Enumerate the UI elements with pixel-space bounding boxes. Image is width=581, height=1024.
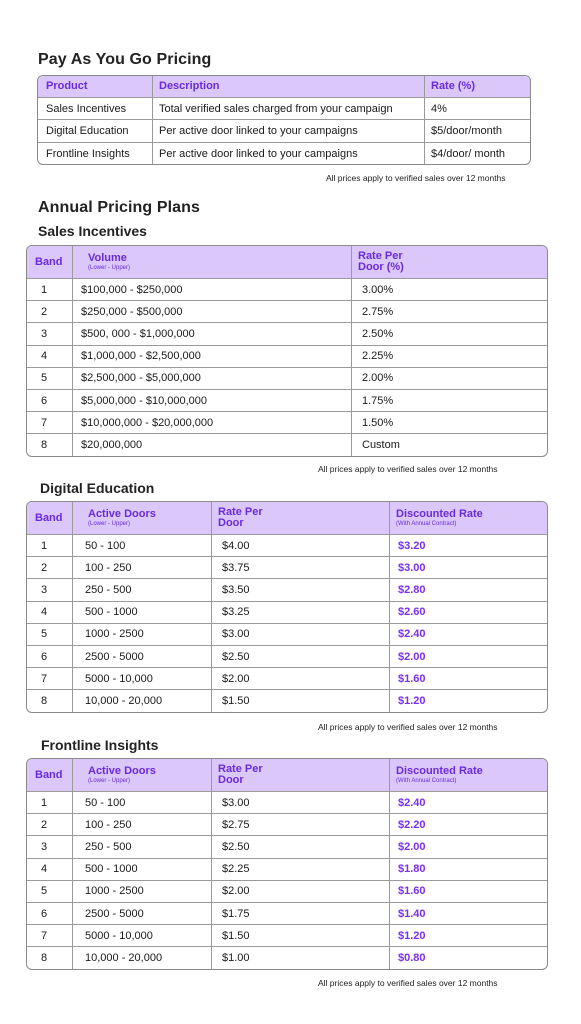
frontline-cell-col0: 8 (27, 946, 72, 968)
frontline-cell-col1: 5000 - 10,000 (72, 924, 211, 946)
sales-title: Sales Incentives (38, 223, 147, 239)
sales-cell-col0: 2 (27, 300, 72, 322)
payg-header-rate: Rate (%) (424, 76, 530, 97)
frontline-cell-col0: 3 (27, 835, 72, 857)
table-row (27, 902, 547, 924)
frontline-header-rate: Rate Per Door (211, 759, 389, 791)
sales-header-band: Band (27, 246, 72, 278)
digital-header-disc-label: Discounted Rate (396, 508, 483, 520)
sales-cell-col0: 7 (27, 411, 72, 433)
sales-cell-col0: 5 (27, 367, 72, 389)
frontline-cell-col3: $1.20 (389, 924, 547, 946)
sales-cell-col2: 2.75% (351, 300, 547, 322)
frontline-cell-col2: $1.50 (211, 924, 389, 946)
digital-cell-col1: 2500 - 5000 (72, 645, 211, 667)
frontline-cell-col2: $2.50 (211, 835, 389, 857)
sales-cell-col0: 6 (27, 389, 72, 411)
digital-cell-col2: $3.75 (211, 556, 389, 578)
table-row (27, 433, 547, 455)
sales-header-rate: Rate Per Door (%) (351, 246, 547, 278)
frontline-cell-col3: $2.20 (389, 813, 547, 835)
frontline-cell-col2: $1.00 (211, 946, 389, 968)
payg-description: Per active door linked to your campaigns (152, 119, 424, 142)
table-row (38, 142, 530, 164)
digital-cell-col1: 500 - 1000 (72, 601, 211, 623)
sales-table (26, 245, 548, 457)
table-row (27, 880, 547, 902)
table-row (27, 556, 547, 578)
sales-header-volume-sub: (Lower - Upper) (88, 265, 131, 271)
frontline-cell-col2: $2.75 (211, 813, 389, 835)
frontline-cell-col1: 500 - 1000 (72, 858, 211, 880)
table-row (27, 322, 547, 344)
digital-cell-col1: 1000 - 2500 (72, 623, 211, 645)
sales-header-volume-label: Volume (88, 252, 127, 264)
digital-cell-col1: 50 - 100 (72, 534, 211, 556)
frontline-header-band: Band (27, 759, 72, 791)
table-row (27, 601, 547, 623)
frontline-note: All prices apply to verified sales over 12 months (318, 978, 498, 988)
payg-description: Total verified sales charged from your campaign (152, 97, 424, 119)
frontline-cell-col2: $3.00 (211, 791, 389, 813)
payg-header-description: Description (152, 76, 424, 97)
digital-cell-col0: 1 (27, 534, 72, 556)
table-row (27, 667, 547, 689)
sales-cell-col1: $1,000,000 - $2,500,000 (72, 345, 351, 367)
table-row (27, 278, 547, 300)
frontline-cell-col1: 100 - 250 (72, 813, 211, 835)
digital-cell-col0: 5 (27, 623, 72, 645)
frontline-cell-col3: $1.60 (389, 880, 547, 902)
table-row (27, 858, 547, 880)
frontline-cell-col3: $1.80 (389, 858, 547, 880)
sales-cell-col1: $5,000,000 - $10,000,000 (72, 389, 351, 411)
frontline-cell-col0: 4 (27, 858, 72, 880)
digital-cell-col2: $1.50 (211, 689, 389, 711)
sales-cell-col0: 4 (27, 345, 72, 367)
frontline-cell-col2: $2.00 (211, 880, 389, 902)
table-row (27, 813, 547, 835)
frontline-cell-col3: $2.00 (389, 835, 547, 857)
sales-cell-col1: $20,000,000 (72, 433, 351, 455)
digital-cell-col1: 10,000 - 20,000 (72, 689, 211, 711)
digital-cell-col0: 7 (27, 667, 72, 689)
table-row (38, 97, 530, 119)
digital-cell-col0: 2 (27, 556, 72, 578)
digital-cell-col3: $2.80 (389, 578, 547, 600)
sales-cell-col2: Custom (351, 433, 547, 455)
frontline-header-doors (72, 759, 211, 791)
digital-title: Digital Education (40, 480, 155, 496)
sales-cell-col1: $100,000 - $250,000 (72, 278, 351, 300)
frontline-cell-col1: 250 - 500 (72, 835, 211, 857)
digital-cell-col3: $3.00 (389, 556, 547, 578)
table-row (38, 119, 530, 142)
frontline-header-disc (389, 759, 547, 791)
digital-cell-col0: 4 (27, 601, 72, 623)
digital-cell-col3: $2.00 (389, 645, 547, 667)
sales-cell-col2: 2.00% (351, 367, 547, 389)
sales-cell-col1: $2,500,000 - $5,000,000 (72, 367, 351, 389)
frontline-cell-col1: 2500 - 5000 (72, 902, 211, 924)
sales-cell-col1: $500, 000 - $1,000,000 (72, 322, 351, 344)
digital-cell-col2: $3.00 (211, 623, 389, 645)
payg-description: Per active door linked to your campaigns (152, 142, 424, 164)
frontline-cell-col0: 2 (27, 813, 72, 835)
digital-cell-col2: $3.25 (211, 601, 389, 623)
payg-product: Frontline Insights (38, 142, 152, 164)
table-row (27, 924, 547, 946)
digital-cell-col1: 250 - 500 (72, 578, 211, 600)
sales-cell-col0: 8 (27, 433, 72, 455)
payg-table (37, 75, 531, 165)
digital-cell-col3: $2.40 (389, 623, 547, 645)
digital-header-rate: Rate Per Door (211, 502, 389, 534)
sales-cell-col2: 3.00% (351, 278, 547, 300)
payg-rate: $5/door/month (424, 119, 530, 142)
digital-table (26, 501, 548, 713)
frontline-header-doors-label: Active Doors (88, 765, 156, 777)
sales-cell-col2: 1.75% (351, 389, 547, 411)
digital-header-doors-sub: (Lower - Upper) (88, 521, 131, 527)
digital-cell-col3: $1.20 (389, 689, 547, 711)
table-row (27, 578, 547, 600)
payg-product: Sales Incentives (38, 97, 152, 119)
payg-title: Pay As You Go Pricing (38, 51, 212, 68)
table-row (27, 534, 547, 556)
payg-product: Digital Education (38, 119, 152, 142)
sales-cell-col0: 3 (27, 322, 72, 344)
frontline-cell-col3: $1.40 (389, 902, 547, 924)
digital-note: All prices apply to verified sales over 12 months (318, 722, 498, 732)
digital-cell-col0: 8 (27, 689, 72, 711)
frontline-cell-col3: $0.80 (389, 946, 547, 968)
digital-cell-col3: $2.60 (389, 601, 547, 623)
frontline-cell-col0: 1 (27, 791, 72, 813)
sales-note: All prices apply to verified sales over 12 months (318, 464, 498, 474)
sales-cell-col1: $250,000 - $500,000 (72, 300, 351, 322)
digital-header-band: Band (27, 502, 72, 534)
digital-cell-col2: $3.50 (211, 578, 389, 600)
table-row (27, 345, 547, 367)
frontline-cell-col3: $2.40 (389, 791, 547, 813)
table-row (27, 389, 547, 411)
frontline-cell-col0: 6 (27, 902, 72, 924)
frontline-header-doors-sub: (Lower - Upper) (88, 778, 131, 784)
digital-cell-col1: 5000 - 10,000 (72, 667, 211, 689)
frontline-cell-col1: 10,000 - 20,000 (72, 946, 211, 968)
frontline-cell-col0: 7 (27, 924, 72, 946)
sales-cell-col1: $10,000,000 - $20,000,000 (72, 411, 351, 433)
payg-rate: $4/door/ month (424, 142, 530, 164)
table-row (27, 645, 547, 667)
table-row (27, 791, 547, 813)
frontline-header-disc-label: Discounted Rate (396, 765, 483, 777)
frontline-title: Frontline Insights (41, 737, 159, 753)
digital-cell-col0: 6 (27, 645, 72, 667)
digital-cell-col3: $1.60 (389, 667, 547, 689)
digital-header-disc (389, 502, 547, 534)
sales-cell-col2: 1.50% (351, 411, 547, 433)
table-row (27, 411, 547, 433)
table-row (27, 689, 547, 711)
digital-cell-col2: $2.00 (211, 667, 389, 689)
digital-header-disc-sub: (With Annual Contract) (396, 521, 457, 527)
payg-header-product: Product (38, 76, 152, 97)
frontline-cell-col0: 5 (27, 880, 72, 902)
sales-cell-col2: 2.25% (351, 345, 547, 367)
digital-header-doors (72, 502, 211, 534)
payg-rate: 4% (424, 97, 530, 119)
frontline-table (26, 758, 548, 970)
digital-cell-col2: $2.50 (211, 645, 389, 667)
sales-header-volume (72, 246, 351, 278)
frontline-header-disc-sub: (With Annual Contract) (396, 778, 457, 784)
frontline-cell-col2: $1.75 (211, 902, 389, 924)
digital-header-doors-label: Active Doors (88, 508, 156, 520)
frontline-cell-col1: 50 - 100 (72, 791, 211, 813)
payg-note: All prices apply to verified sales over 12 months (326, 173, 506, 183)
table-row (27, 623, 547, 645)
table-row (27, 946, 547, 968)
annual-title: Annual Pricing Plans (38, 199, 201, 216)
digital-cell-col2: $4.00 (211, 534, 389, 556)
sales-cell-col0: 1 (27, 278, 72, 300)
digital-cell-col3: $3.20 (389, 534, 547, 556)
digital-cell-col0: 3 (27, 578, 72, 600)
frontline-cell-col2: $2.25 (211, 858, 389, 880)
frontline-cell-col1: 1000 - 2500 (72, 880, 211, 902)
table-row (27, 367, 547, 389)
sales-cell-col2: 2.50% (351, 322, 547, 344)
table-row (27, 835, 547, 857)
digital-cell-col1: 100 - 250 (72, 556, 211, 578)
table-row (27, 300, 547, 322)
